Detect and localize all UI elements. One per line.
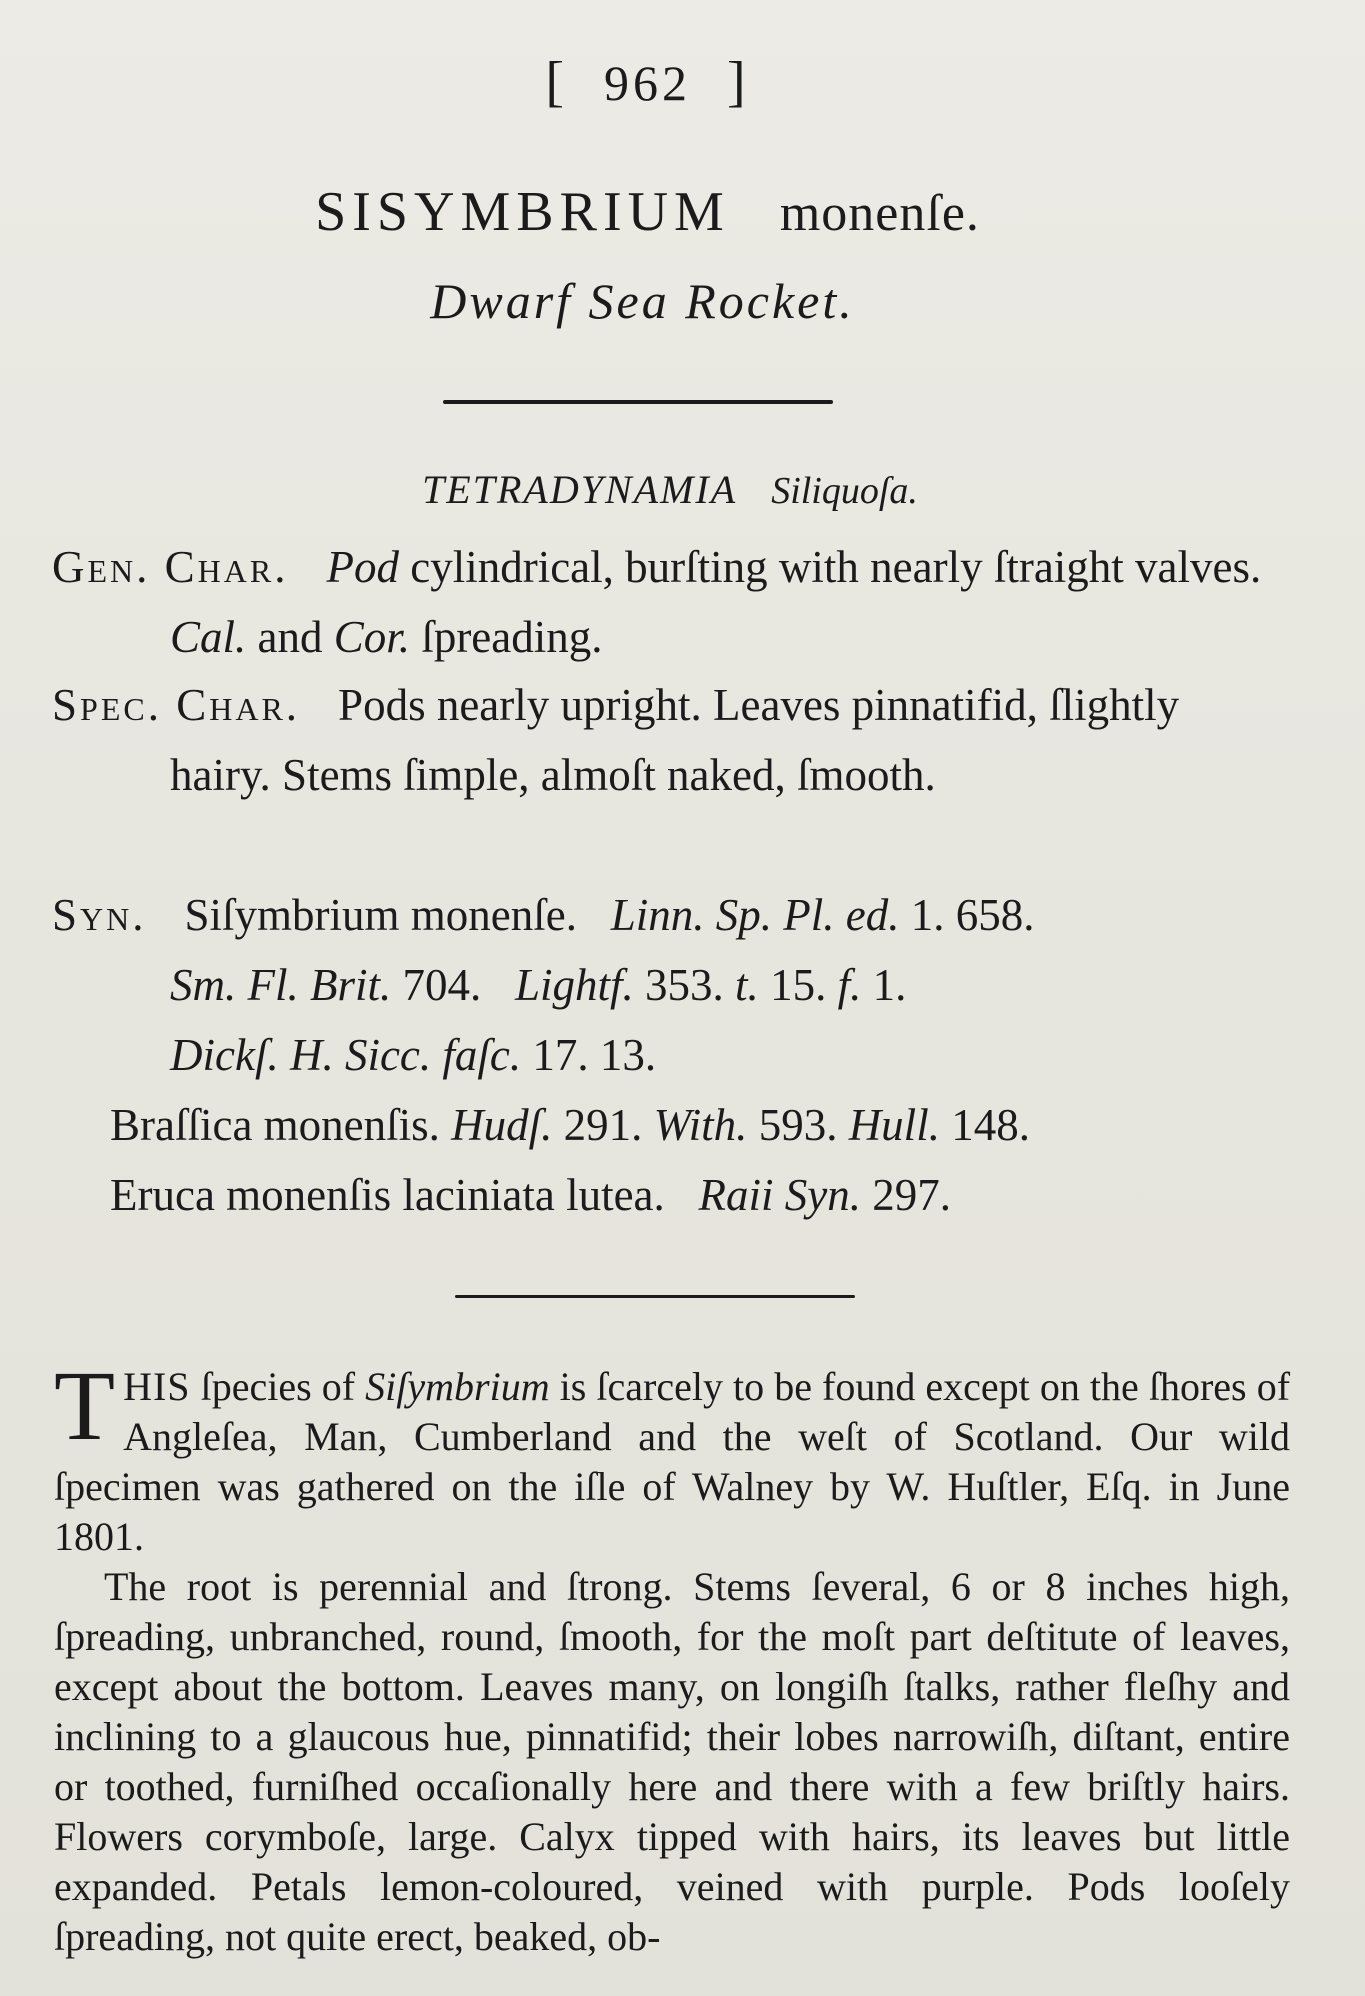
description-paragraph: The root is perennial and ſtrong. Stems ſeveral, 6 or 8 inches high, ſpreading, unbranched, round, ſmooth, for the moſt part deſtitute of leaves, except about the bottom. Leaves many, on longiſh ſtalks, rather fleſhy and inclining to a glaucous hue, pinnatifid; their lobes narrowiſh, diſtant, entire or toothed, furniſhed occaſionally here and there with a few briſtly hairs. Flowers corymboſe, large. Calyx tipped with hairs, its leaves but little expanded. Petals lemon-coloured, veined with purple. Pods looſely ſpreading, not quite erect, beaked, ob-: [54, 1564, 1290, 1959]
description-text-run: is ſcarcely to be found except on the ſhores of Angleſea, Man, Cumberland and the weſt of Scotland. Our wild ſpecimen was gathered on the iſle of Walney by W. Huſtler, Eſq. in June 1801.: [54, 1364, 1291, 1559]
specific-character: [52, 670, 1282, 810]
synonym-page: 353.: [645, 960, 724, 1010]
synonym-line: [52, 1160, 1282, 1230]
synonym-line: [52, 950, 1282, 1020]
synonym-page: 593.: [758, 1100, 838, 1150]
first-word: HIS: [123, 1364, 191, 1409]
page-number-open-bracket: [: [545, 51, 568, 113]
description-text: [54, 1350, 1291, 1962]
divider-rule: [443, 400, 833, 404]
synonym-reference: Hull.: [848, 1100, 940, 1150]
page-number: [0, 50, 1295, 114]
generic-character-text: ſpreading.: [410, 612, 603, 662]
description-paragraph: [54, 1350, 1291, 1562]
specific-character-label: Spec. Char.: [52, 680, 301, 730]
synonym-page: 15.: [770, 960, 827, 1010]
synonym-name: Eruca monenſis laciniata lutea.: [110, 1170, 665, 1220]
synonym-page: 17. 13.: [532, 1030, 657, 1080]
generic-character-text: Cor.: [333, 612, 411, 662]
synonym-reference: With.: [653, 1100, 748, 1150]
description-text-run: ſpecies of: [190, 1364, 366, 1409]
synonym-page: 297.: [872, 1170, 951, 1220]
synonym-page: 1.: [872, 960, 907, 1010]
synonym-figure-marker: f.: [837, 960, 862, 1010]
synonym-reference: Sm. Fl. Brit.: [170, 960, 392, 1010]
specific-character-text: Pods nearly upright. Leaves pinnatifid, ſlightly hairy. Stems ſimple, almoſt naked, ſmooth.: [170, 680, 1180, 800]
synonym-line: [52, 1020, 1282, 1090]
synonym-line: [52, 1090, 1282, 1160]
synonym-reference: Linn. Sp. Pl. ed.: [610, 890, 900, 940]
divider-rule: [455, 1295, 855, 1298]
title-genus: SISYMBRIUM: [315, 181, 730, 243]
synonym-reference: Dickſ. H. Sicc. faſc.: [170, 1030, 522, 1080]
synonym-page: 1. 658.: [910, 890, 1035, 940]
classification-order: Siliquoſa.: [771, 470, 918, 512]
synonym-table-marker: t.: [735, 960, 759, 1010]
synonym-line: [52, 880, 1282, 950]
synonym-reference: Raii Syn.: [698, 1170, 861, 1220]
common-name: Dwarf Sea Rocket.: [430, 273, 855, 329]
generic-character-label: Gen. Char.: [52, 542, 289, 592]
classification-class: TETRADYNAMIA: [422, 467, 738, 512]
description-italic-term: Siſymbrium: [365, 1364, 550, 1409]
synonym-page: 291.: [563, 1100, 643, 1150]
title-species: monenſe.: [779, 185, 980, 242]
synonym-name: Siſymbrium monenſe.: [184, 890, 577, 940]
synonym-reference: Lightf.: [515, 960, 634, 1010]
drop-cap: T: [54, 1350, 116, 1461]
synonyms: [52, 880, 1282, 1230]
classification: [0, 466, 1340, 513]
generic-character-text: Pod: [326, 542, 399, 592]
page-title: [0, 180, 1295, 244]
generic-character: [52, 532, 1282, 672]
generic-character-text: Cal.: [170, 612, 247, 662]
generic-character-text: cylindrical, burſting with nearly ſtraight valves.: [398, 542, 1262, 592]
synonym-name: Braſſica monenſis.: [110, 1100, 440, 1150]
synonyms-label: Syn.: [52, 890, 147, 940]
synonym-page: 148.: [951, 1100, 1030, 1150]
page-number-value: 962: [604, 55, 691, 111]
synonym-page: 704.: [402, 960, 482, 1010]
synonym-reference: Hudſ.: [451, 1100, 553, 1150]
page-number-close-bracket: ]: [727, 51, 750, 113]
generic-character-text: and: [246, 612, 334, 662]
